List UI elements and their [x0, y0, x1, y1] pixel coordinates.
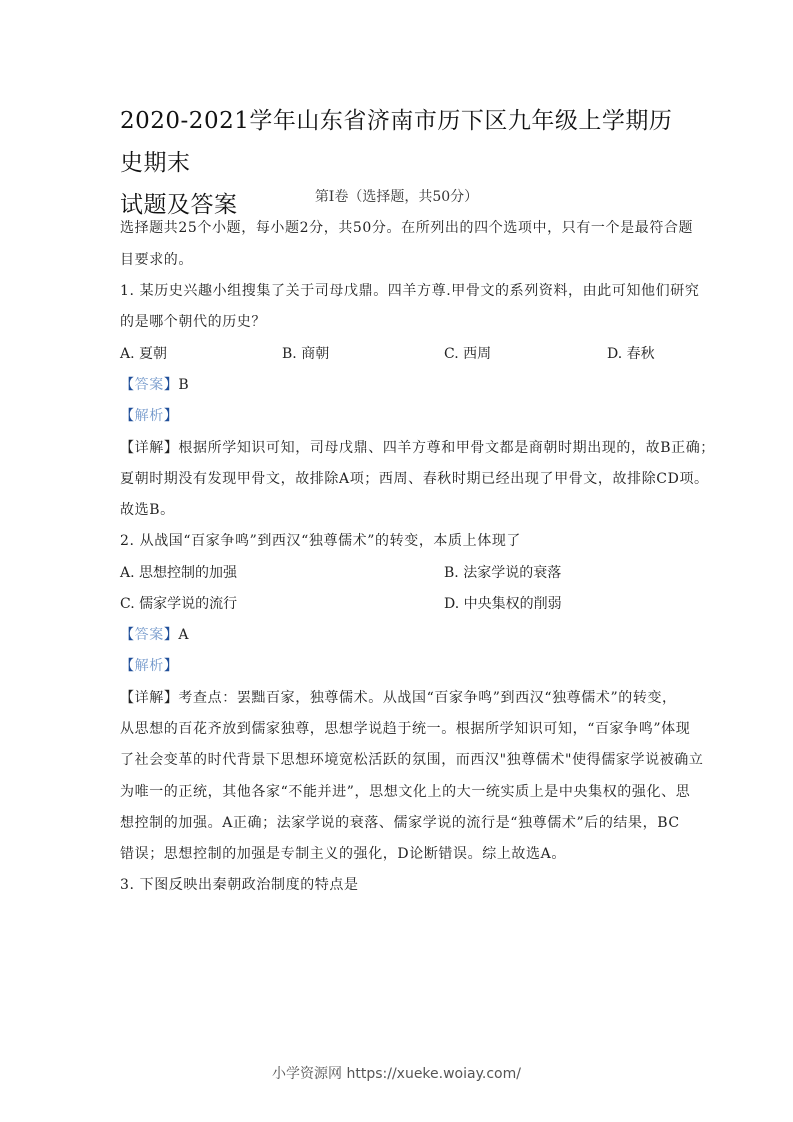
- title-line-2: 试题及答案: [120, 192, 238, 218]
- instructions-line-2: 目要求的。: [120, 252, 193, 268]
- document-title: [120, 100, 680, 226]
- detail-tag: 【详解】: [120, 440, 179, 456]
- section-heading: 第Ⅰ卷（选择题，共50分）: [314, 189, 479, 205]
- title-line-1: 2020-2021学年山东省济南市历下区九年级上学期历史期末: [120, 108, 673, 176]
- answer-value: A: [178, 627, 190, 643]
- q1-option-b: B. 商朝: [282, 346, 330, 362]
- q3-stem-line-1: 3. 下图反映出秦朝政治制度的特点是: [120, 877, 359, 893]
- q1-option-d: D. 春秋: [607, 346, 655, 362]
- answer-tag: 【答案】: [120, 377, 179, 393]
- q1-option-c: C. 西周: [444, 346, 492, 362]
- q2-detail-line-3: 了社会变革的时代背景下思想环境宽松活跃的氛围，而西汉"独尊儒术"使得儒家学说被确立: [120, 752, 704, 768]
- q1-option-a: A. 夏朝: [120, 346, 168, 362]
- q2-option-c: C. 儒家学说的流行: [120, 596, 238, 612]
- q1-detail-line-1: 【详解】根据所学知识可知，司母戊鼎、四羊方尊和甲骨文都是商朝时期出现的，故B正确；: [120, 440, 715, 456]
- q2-option-a: A. 思想控制的加强: [120, 565, 238, 581]
- q1-answer: [120, 374, 189, 394]
- q2-detail-line-4: 为唯一的正统，其他各家“不能并进”，思想文化上的大一统实质上是中央集权的强化、思: [120, 784, 691, 800]
- q1-analysis-tag: 【解析】: [120, 408, 179, 424]
- detail-tag: 【详解】: [120, 690, 179, 706]
- q2-detail-line-1: 【详解】考查点：罢黜百家，独尊儒术。从战国“百家争鸣”到西汉“独尊儒术”的转变，: [120, 690, 677, 706]
- answer-tag: 【答案】: [120, 627, 179, 643]
- q2-detail-line-5: 想控制的加强。A正确；法家学说的衰落、儒家学说的流行是“独尊儒术”后的结果，BC: [120, 815, 680, 831]
- q2-answer: [120, 624, 189, 644]
- q2-detail-line-2: 从思想的百花齐放到儒家独尊，思想学说趋于统一。根据所学知识可知，“百家争鸣”体现: [120, 721, 691, 737]
- q1-detail-line-3: 故选B。: [120, 502, 175, 518]
- instructions-line-1: 选择题共25个小题，每小题2分，共50分。在所列出的四个选项中，只有一个是最符合题: [120, 220, 694, 236]
- q2-detail-line-6: 错误；思想控制的加强是专制主义的强化，D论断错误。综上故选A。: [120, 846, 566, 862]
- q1-stem-line-2: 的是哪个朝代的历史？: [120, 314, 266, 330]
- q2-option-b: B. 法家学说的衰落: [444, 565, 562, 581]
- answer-value: B: [178, 377, 190, 393]
- q2-option-d: D. 中央集权的削弱: [444, 596, 562, 612]
- q2-analysis-tag: 【解析】: [120, 658, 179, 674]
- q1-stem-line-1: 1. 某历史兴趣小组搜集了关于司母戊鼎。四羊方尊.甲骨文的系列资料，由此可知他们研究: [120, 283, 700, 299]
- footer-watermark: 小学资源网 https://xueke.woiay.com/: [272, 1066, 521, 1082]
- q1-detail-line-2: 夏朝时期没有发现甲骨文，故排除A项；西周、春秋时期已经出现了甲骨文，故排除CD项。: [120, 471, 709, 487]
- q2-stem-line-1: 2. 从战国“百家争鸣”到西汉“独尊儒术”的转变，本质上体现了: [120, 533, 522, 549]
